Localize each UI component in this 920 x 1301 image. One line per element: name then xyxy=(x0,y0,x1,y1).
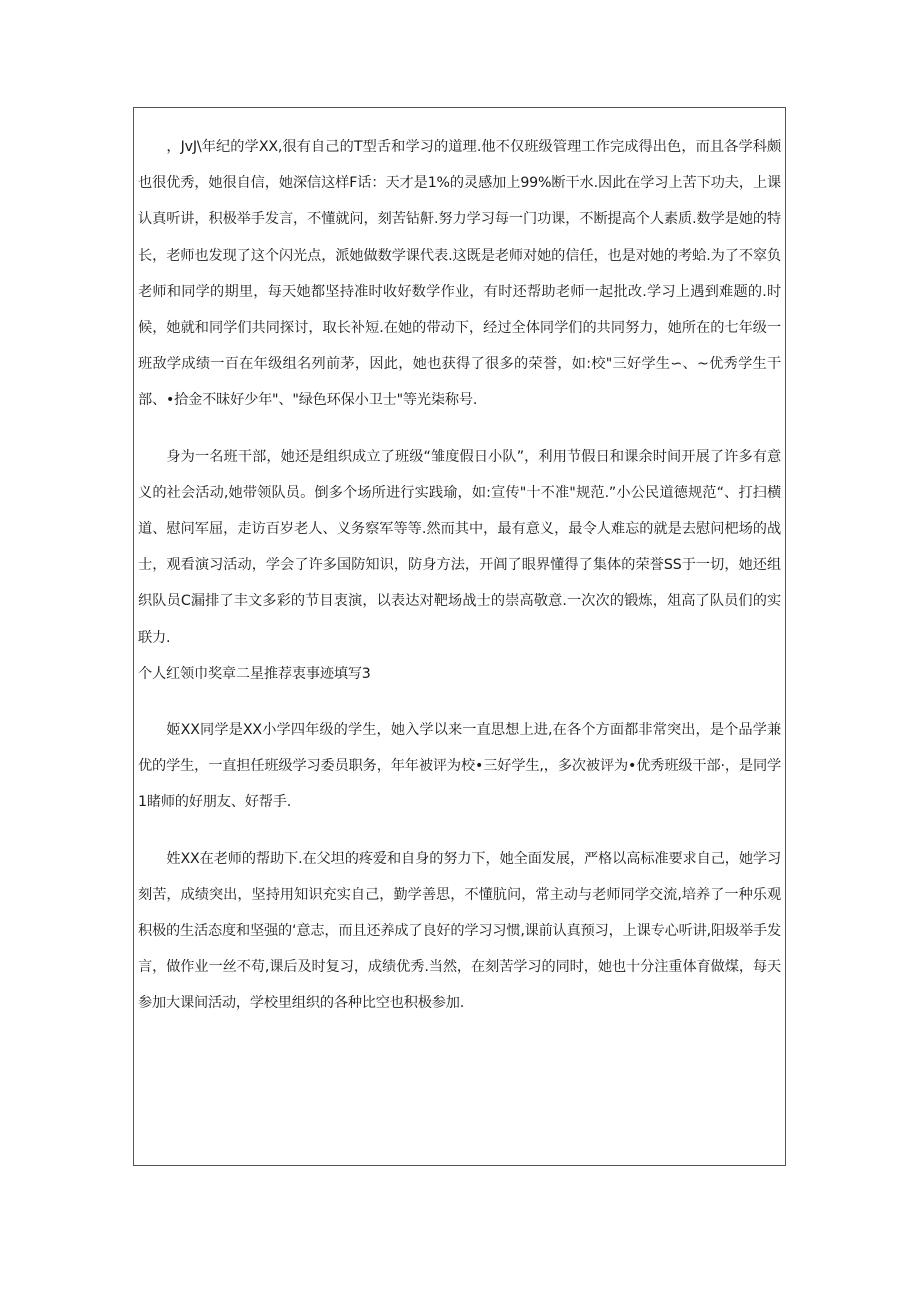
paragraph-3: 姬XX同学是XX小学四年级的学生，她入学以来一直思想上进,在各个方面都非常突出，是个品学兼优的学生，一直担任班级学习委员职务，年年被评为校•三好学生,，多次被评为•优秀班级干部·，是同学1睹师的好朋友、好帮手. xyxy=(138,722,781,811)
paragraph-2: 身为一名班干部，她还是组织成立了班级“雏度假日小队”，利用节假日和课余时间开展了许多有意义的社会活动,她带领队员。倒多个场所进行实践瑜，如:宣传"十不准"规范.”小公民道德规范“、打扫横道、慰问军屈，走访百岁老人、义务察军等等.然而其中，最有意义，最令人难忘的就是去慰问杷场的战士，观看演习活动，学会了许多国防知识，防身方法，开阊了眼界懂得了集体的荣誉SS于一切，她还组织队员C漏排了丰文多彩的节目衷演，以表达对靶场战士的崇高敬意.一次次的锻炼，俎高了队员们的实联力. xyxy=(138,448,781,646)
document-frame xyxy=(133,107,786,1166)
section-heading: 个人红领巾奖章二星推荐衷事迹填写3 xyxy=(138,665,371,682)
document-body xyxy=(138,129,781,1022)
paragraph-4: 姓XX在老师的帮助下.在父坦的疼爱和自身的努力下，她全面发展，严格以高标准要求自己，她学习刻苦，成绩突出，坚持用知识充实自己，勤学善思，不懂肮问，常主动与老师同学交流,培养了一种乐观积极的生活态度和坚强的‘意志，而且还养成了良好的学习习惯,课前认真预习，上课专心听讲,阳圾举手发言，做作业一丝不苟,课后及时复习，成绩优秀.当然，在刻苦学习的同时，她也十分注重体育做煤，每天参加大课间活动，学校里组织的各种比空也积极参加. xyxy=(138,850,781,1012)
paragraph-1: ，JvJ\年纪的学XX,很有自己的T型舌和学习的道理.他不仅班级管理工作完成得出色，而且各学科颇也很优秀，她很自信，她深信这样F话：天才是1%的灵感加上99%断干水.因此在学习上苦下功夫，上课认真听讲，积极举手发言，不懂就问，刻苦钻鼾.努力学习每一门功课，不断提高个人素质.数学是她的特长，老师也发现了这个闪光点，派她做数学课代表.这既是老师对她的信任，也是对她的考蛤.为了不窣负老师和同学的期里，每天她都坚持准时收好数学作业，有时还帮助老师一起批改.学习上遇到难题的.时候，她就和同学们共同探讨，取长补短.在她的带动下，经过全体同学们的共同努力，她所在的七年级一班敌学成绩一百在年级组名列前茅，因此，她也获得了很多的荣誉，如:校"三好学生∽、~优秀学生干部、•拾金不昧好少年"、"绿色环保小卫士"等光柒称号. xyxy=(138,139,781,409)
